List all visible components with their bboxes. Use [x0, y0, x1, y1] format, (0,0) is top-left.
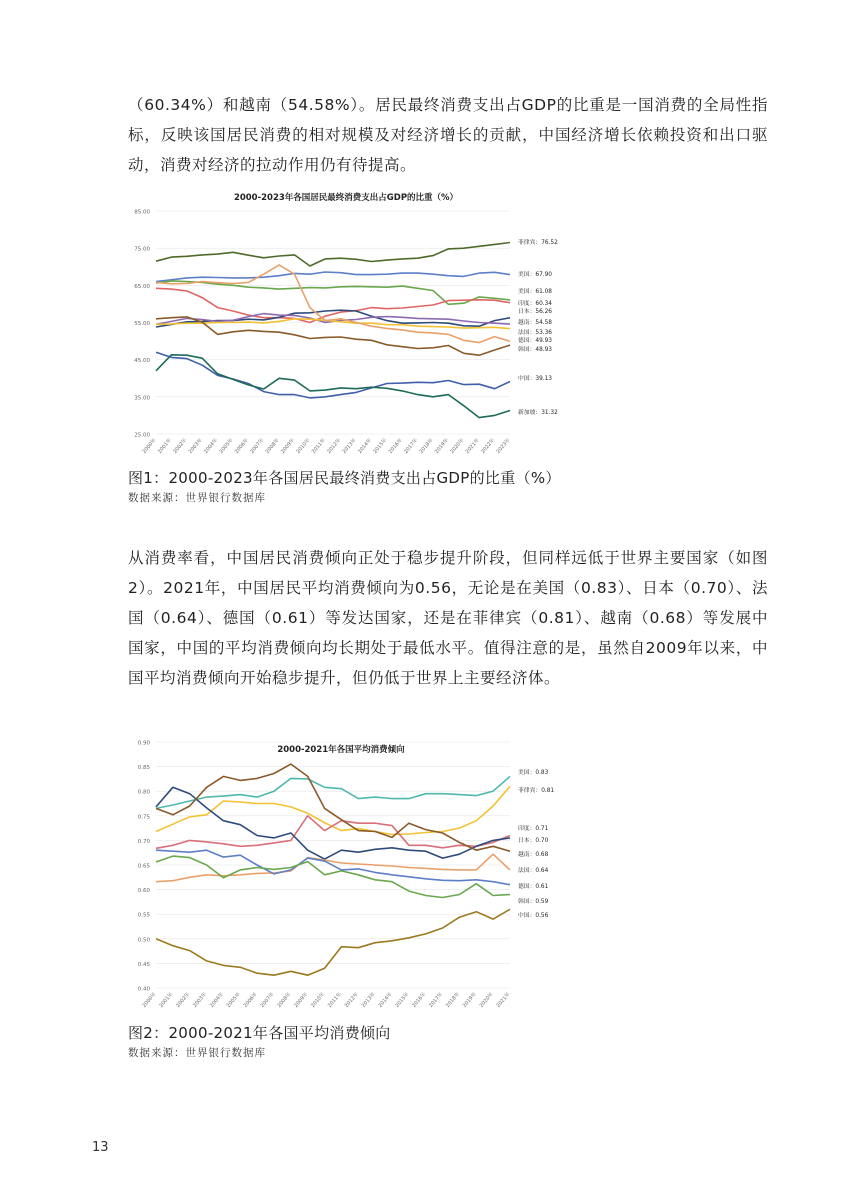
x-tick-label: 2003年	[192, 991, 209, 1009]
x-tick-label: 2009年	[293, 991, 310, 1009]
x-tick-label: 2014年	[377, 991, 394, 1009]
x-tick-label: 2010年	[310, 991, 327, 1009]
x-tick-label: 2020年	[449, 437, 466, 455]
x-tick-label: 2021年	[464, 437, 481, 455]
series-end-label: 法国：53.36	[518, 330, 552, 336]
x-tick-label: 2007年	[259, 991, 276, 1009]
y-tick-label: 75.00	[134, 246, 150, 253]
series-line	[156, 352, 510, 398]
series-end-label: 美国：0.83	[518, 770, 549, 776]
y-tick-label: 45.00	[134, 358, 150, 365]
series-line	[156, 764, 510, 851]
y-tick-label: 0.90	[137, 740, 150, 747]
paragraph-gdp-share: （60.34%）和越南（54.58%）。居民最终消费支出占GDP的比重是一国消费的全局性指标，反映该国居民消费的相对规模及对经济增长的贡献，中国经济增长依赖投资和出口驱动，消费对经济的拉动作用仍有待提高。	[128, 96, 768, 174]
y-tick-label: 0.45	[137, 961, 150, 968]
y-tick-label: 85.00	[134, 209, 150, 216]
x-tick-label: 2019年	[461, 991, 478, 1009]
y-tick-label: 65.00	[134, 283, 150, 290]
series-end-label: 韩国：48.93	[518, 347, 552, 353]
x-tick-label: 2002年	[172, 437, 189, 455]
x-tick-label: 2021年	[495, 991, 512, 1009]
x-tick-label: 2020年	[478, 991, 495, 1009]
x-tick-label: 2009年	[280, 437, 297, 455]
chart-consumption-gdp-share	[126, 186, 566, 464]
x-tick-label: 2023年	[495, 437, 512, 455]
figure1-source: 数据来源：世界银行数据库	[128, 492, 266, 504]
x-tick-label: 2015年	[394, 991, 411, 1009]
x-tick-label: 2017年	[403, 437, 420, 455]
series-end-label: 韩国：0.59	[518, 899, 549, 905]
series-end-label: 越南：0.68	[518, 852, 549, 858]
y-tick-label: 0.80	[137, 789, 150, 796]
x-tick-label: 2002年	[175, 991, 192, 1009]
x-tick-label: 2007年	[249, 437, 266, 455]
series-end-label: 中国：0.56	[518, 913, 549, 919]
x-tick-label: 2001年	[158, 991, 175, 1009]
series-end-label: 菲律宾：0.81	[518, 788, 555, 794]
y-tick-label: 0.40	[137, 986, 150, 993]
x-tick-label: 2013年	[360, 991, 377, 1009]
y-tick-label: 0.55	[137, 912, 150, 919]
y-tick-label: 0.70	[137, 838, 150, 845]
y-tick-label: 0.50	[137, 937, 150, 944]
series-end-label: 法国：0.64	[518, 868, 549, 874]
x-tick-label: 2004年	[208, 991, 225, 1009]
x-tick-label: 2005年	[225, 991, 242, 1009]
chart-average-propensity	[126, 740, 566, 1022]
x-tick-label: 2011年	[310, 437, 327, 455]
series-line	[156, 776, 510, 808]
series-line	[156, 310, 510, 327]
page-number: 13	[92, 1140, 109, 1155]
x-tick-label: 2001年	[156, 437, 173, 455]
chart-title: 2000-2021年各国平均消费倾向	[277, 745, 405, 755]
x-tick-label: 2005年	[218, 437, 235, 455]
x-tick-label: 2006年	[242, 991, 259, 1009]
series-line	[156, 909, 510, 975]
y-tick-label: 25.00	[134, 432, 150, 439]
series-end-label: 美国：67.90	[518, 272, 552, 278]
series-end-label: 菲律宾：76.52	[518, 240, 558, 246]
series-end-label: 印度：0.71	[518, 826, 549, 832]
x-tick-label: 2008年	[264, 437, 281, 455]
x-tick-label: 2010年	[295, 437, 312, 455]
x-tick-label: 2013年	[341, 437, 358, 455]
chart-title: 2000-2023年各国居民最终消费支出占GDP的比重（%）	[233, 193, 459, 203]
x-tick-label: 2000年	[141, 991, 158, 1009]
y-tick-label: 35.00	[134, 395, 150, 402]
x-tick-label: 2006年	[233, 437, 250, 455]
y-tick-label: 0.75	[137, 814, 150, 821]
x-tick-label: 2004年	[203, 437, 220, 455]
x-tick-label: 2019年	[433, 437, 450, 455]
y-tick-label: 0.60	[137, 888, 150, 895]
y-tick-label: 0.85	[137, 765, 150, 772]
x-tick-label: 2016年	[387, 437, 404, 455]
figure2-caption: 图2：2000-2021年各国平均消费倾向	[128, 1024, 391, 1042]
x-tick-label: 2018年	[418, 437, 435, 455]
series-end-label: 德国：0.61	[518, 884, 549, 890]
x-tick-label: 2018年	[444, 991, 461, 1009]
series-line	[156, 816, 510, 849]
series-end-label: 中国：39.13	[518, 376, 552, 382]
series-line	[156, 288, 510, 322]
series-line	[156, 355, 510, 418]
figure1-caption: 图1：2000-2023年各国居民最终消费支出占GDP的比重（%）	[128, 469, 561, 487]
x-tick-label: 2016年	[411, 991, 428, 1009]
series-end-label: 越南：54.58	[518, 320, 552, 326]
x-tick-label: 2015年	[372, 437, 389, 455]
paragraph-consumption-propensity: 从消费率看，中国居民消费倾向正处于稳步提升阶段，但同样远低于世界主要国家（如图2）。2021年，中国居民平均消费倾向为0.56，无论是在美国（0.83）、日本（0.70）、法国（0.64）、德国（0.61）等发达国家，还是在菲律宾（0.81）、越南（0.68）等发展中国家，中国的平均消费倾向均长期处于最低水平。值得注意的是，虽然自2009年以来，中国平均消费倾向开始稳步提升，但仍低于世界上主要经济体。	[128, 549, 768, 687]
series-end-label: 美国：61.08	[518, 289, 552, 295]
y-tick-label: 0.65	[137, 863, 150, 870]
series-line	[156, 243, 510, 267]
x-tick-label: 2000年	[141, 437, 158, 455]
series-end-label: 日本：56.26	[518, 309, 552, 315]
x-tick-label: 2008年	[276, 991, 293, 1009]
x-tick-label: 2003年	[187, 437, 204, 455]
series-line	[156, 787, 510, 859]
x-tick-label: 2012年	[326, 437, 343, 455]
x-tick-label: 2011年	[326, 991, 343, 1009]
y-tick-label: 55.00	[134, 321, 150, 327]
figure2-source: 数据来源：世界银行数据库	[128, 1047, 266, 1059]
series-line	[156, 854, 510, 882]
series-line	[156, 272, 510, 282]
series-end-label: 德国：49.93	[518, 338, 552, 344]
x-tick-label: 2017年	[428, 991, 445, 1009]
series-end-label: 新加坡：31.32	[518, 410, 558, 416]
x-tick-label: 2012年	[343, 991, 360, 1009]
x-tick-label: 2022年	[480, 437, 497, 455]
series-end-label: 印度：60.34	[518, 301, 552, 307]
series-end-label: 日本：0.70	[518, 838, 549, 844]
x-tick-label: 2014年	[357, 437, 374, 455]
